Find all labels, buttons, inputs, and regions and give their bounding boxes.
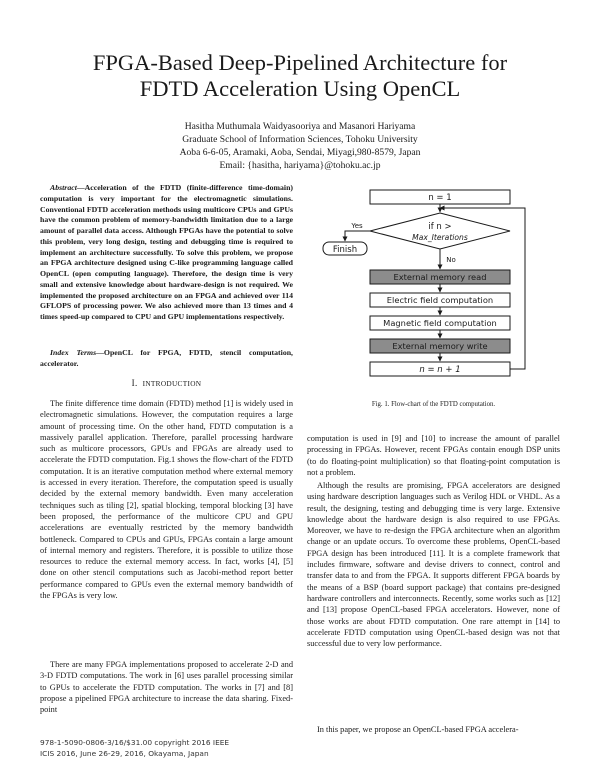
right-paragraph-1: computation is used in [9] and [10] to increase the amount of parallel processing in FPGAs. However, recent FPGAs contain enough DSP units (to do floating-point multiplication) so that floating-point computation is not a problem. [307, 434, 560, 477]
intro-paragraph-2: There are many FPGA implementations proposed to accelerate 2-D and 3-D FDTD computations. The work in [6] uses parallel processing similar to GPUs to accelerate the FDTD computation. The works in [7] and [8] propose a pipelined FPGA architecture to increase the data sharing. Fixed-point [40, 660, 293, 715]
section-number: I. [131, 378, 138, 388]
footer-conference: ICIS 2016, June 26-29, 2016, Okayama, Japan [40, 749, 209, 758]
index-terms-body: —OpenCL for FPGA, FDTD, stencil computation, accelerator. [40, 348, 293, 368]
author-names: Hasitha Muthumala Waidyasooriya and Masanori Hariyama [184, 121, 416, 132]
abstract-lead: Abstract [50, 183, 77, 192]
right-paragraph-2: Although the results are promising, FPGA accelerators are designed using hardware description languages such as Verilog HDL or VHDL. As a result, the designing, testing and debugging time is very large. Extensive knowledge about the hardware design is also required to use FPGAs. Moreover, we have to re-design the FPGA architecture when an algorithm change or an update occurs. To overcome these problems, OpenCL-based FPGA design has been introduced [11]. It is a complete framework that includes firmware, software and devise drivers to connect, control and transfer data to and from the FPGA. It supports different FPGA boards by the means of a BSP (board support package) that contains pre-designed hardware controllers and interconnects. Recently, some works such as [12] and [13] propose OpenCL-based FPGA accelerators. However, none of those works are about FDTD computation. One rare attempt in [14] to accelerate FDTD computation using OpenCL-based design was not that successful due to very low performance. [307, 481, 560, 649]
footer-copyright: 978-1-5090-0806-3/16/$31.00 copyright 2016 IEEE [40, 738, 230, 747]
intro-paragraph-1: The finite difference time domain (FDTD) method [1] is widely used in electromagnetic simulations. However, the computation requires a large amount of processing time. On the other hand, FDTD computation is a massively parallel application. Therefore, parallel processing hardware such as multicore processors, GPUs and FPGAs are already used to accelerate the FDTD computation. Fig.1 shows the flow-chart of the FDTD computation. It is an iterative computation method where external memory is accessed in every iteration. Therefore, the computation speed is usually decided by the external memory bandwidth. Even many acceleration techniques such as tiling [2], spatial blocking, temporal blocking [3] have been proposed, the performance of the multicore CPU and GPU accelerations are eventually restricted by the memory bandwidth bottleneck. Compared to CPUs and GPUs, FPGAs contain a large amount of internal memory and registers. Therefore, it is possible to utilize those resources to reduce the external memory access. In fact, works [4], [5] done on other stencil computations such as Jacobi-method report better performance compared to GPUs even the external memory bandwidth of the FPGAs is very low. [40, 399, 293, 601]
yes-arrow [345, 231, 370, 241]
abstract-body: —Acceleration of the FDTD (finite-difference time-domain) computation is very important for the electromagnetic simulations. Conventional FDTD acceleration methods using multicore CPUs and GPUs have the common problem of memory-bandwidth limitation due to a large amount of parallel data access. Although FPGAs have the potential to solve this problem, very long design, testing and debugging time is required to implement an architecture successfully. To solve this problem, we propose an FPGA architecture designed using C-like programming language called OpenCL (open computing language). Therefore, the design time is very small and extensive knowledge about hardware-design is not required. We implemented the proposed architecture on an FPGA and achieved over 114 GFLOPS of processing power. We also achieved more than 13 times and 4 times speed-up compared to CPU and GPU implementations respectively. [40, 183, 293, 321]
paper-title-line-2: FDTD Acceleration Using OpenCL [139, 76, 461, 101]
section-title: INTRODUCTION [142, 379, 202, 388]
paper-title-line-1: FPGA-Based Deep-Pipelined Architecture for [92, 50, 508, 75]
condition-line-2: Max_Iterations [412, 233, 468, 242]
right-paragraph-3: In this paper, we propose an OpenCL-based FPGA accelera- [317, 725, 519, 734]
finish-label: Finish [332, 245, 358, 255]
index-terms-lead: Index Terms [50, 348, 97, 357]
init-label: n = 1 [428, 193, 452, 203]
section-heading [40, 378, 293, 388]
fdtd-flowchart [320, 185, 540, 390]
affiliation-institution: Graduate School of Information Sciences, Tohoku University [182, 134, 418, 145]
index-terms [40, 348, 293, 370]
condition-line-1: if n > [428, 222, 452, 232]
no-label: No [446, 256, 456, 264]
step-magnetic-field: Magnetic field computation [383, 318, 497, 328]
figure-caption: Fig. 1. Flow-chart of the FDTD computation. [371, 401, 496, 408]
abstract [40, 183, 293, 323]
yes-label: Yes [351, 222, 363, 230]
author-email[interactable]: Email: {hasitha, hariyama}@tohoku.ac.jp [219, 160, 381, 171]
increment-label: n = n + 1 [419, 365, 461, 375]
step-memory-read: External memory read [393, 272, 487, 282]
step-electric-field: Electric field computation [386, 295, 494, 305]
affiliation-address: Aoba 6-6-05, Aramaki, Aoba, Sendai, Miyagi,980-8579, Japan [179, 147, 421, 158]
step-memory-write: External memory write [392, 341, 488, 351]
